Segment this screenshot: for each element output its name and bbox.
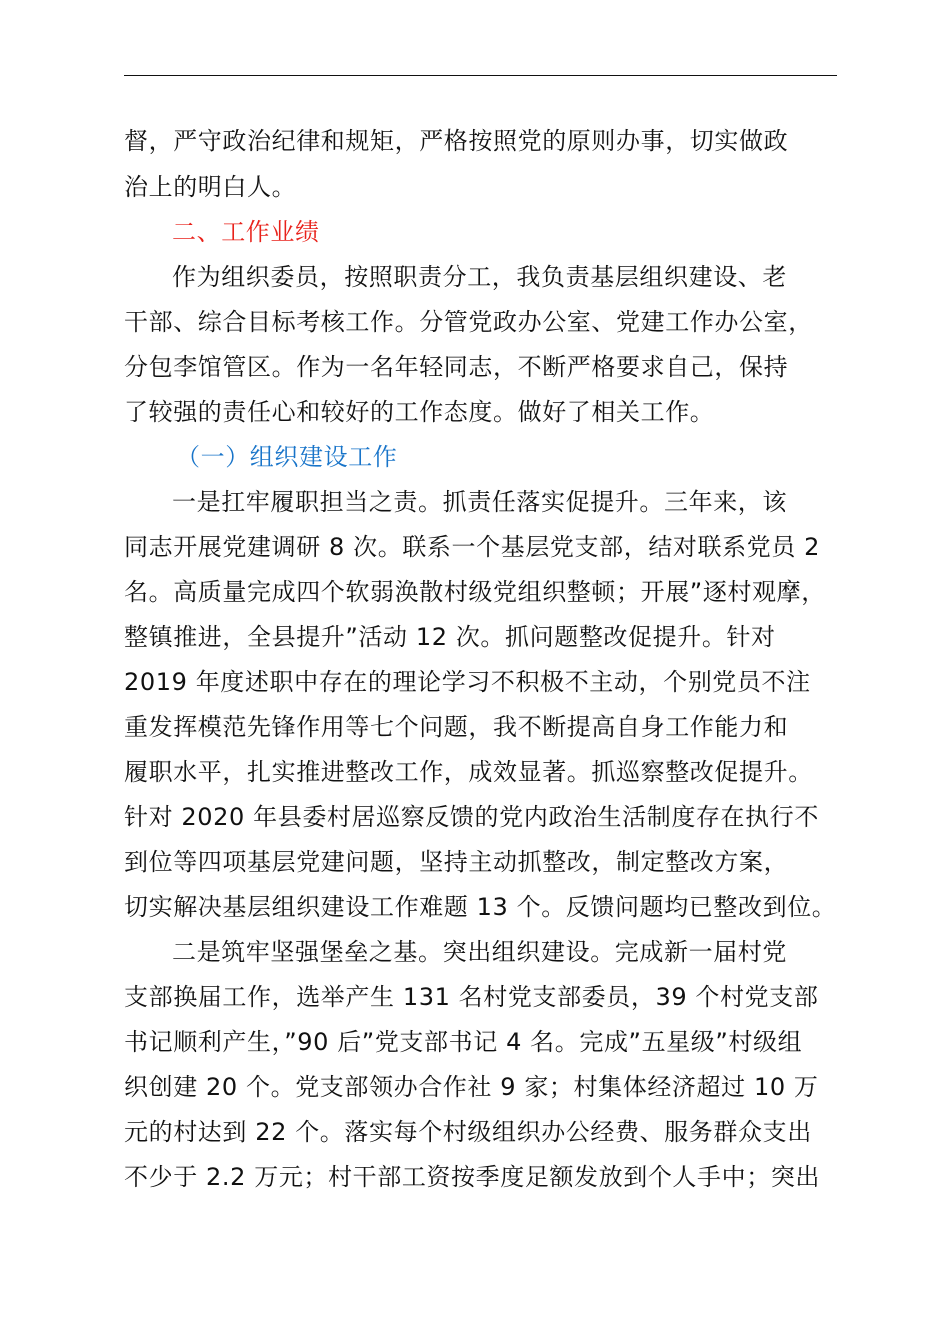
body-line: 到位等四项基层党建问题，坚持主动抓整改，制定整改方案， — [124, 848, 789, 876]
section-heading: 二、工作业绩 — [172, 218, 320, 246]
paragraph-first-line: 二是筑牢坚强堡垒之基。突出组织建设。完成新一届村党 — [172, 938, 787, 966]
body-line: 重发挥模范先锋作用等七个问题，我不断提高自身工作能力和 — [124, 713, 789, 741]
body-line: 书记顺利产生，”90 后”党支部书记 4 名。完成”五星级”村级组 — [124, 1028, 803, 1056]
body-line: 治上的明白人。 — [124, 173, 297, 201]
body-line: 同志开展党建调研 8 次。联系一个基层党支部，结对联系党员 2 — [124, 533, 821, 561]
body-line: 2019 年度述职中存在的理论学习不积极不主动，个别党员不注 — [124, 668, 811, 696]
body-line: 履职水平，扎实推进整改工作，成效显著。抓巡察整改促提升。 — [124, 758, 813, 786]
body-line: 元的村达到 22 个。落实每个村级组织办公经费、服务群众支出 — [124, 1118, 812, 1146]
body-line: 切实解决基层组织建设工作难题 13 个。反馈问题均已整改到位。 — [124, 893, 837, 921]
body-line: 名。高质量完成四个软弱涣散村级党组织整顿；开展”逐村观摩， — [124, 578, 826, 606]
subsection-heading: （一）组织建设工作 — [176, 443, 398, 471]
body-line: 织创建 20 个。党支部领办合作社 9 家；村集体经济超过 10 万 — [124, 1073, 819, 1101]
body-line: 不少于 2.2 万元；村干部工资按季度足额发放到个人手中；突出 — [124, 1163, 821, 1191]
paragraph-first-line: 作为组织委员，按照职责分工，我负责基层组织建设、老 — [172, 263, 787, 291]
paragraph-first-line: 一是扛牢履职担当之责。抓责任落实促提升。三年来，该 — [172, 488, 787, 516]
body-line: 督，严守政治纪律和规矩，严格按照党的原则办事，切实做政 — [124, 127, 789, 155]
body-line: 整镇推进，全县提升”活动 12 次。抓问题整改促提升。针对 — [124, 623, 776, 651]
body-line: 分包李馆管区。作为一名年轻同志，不断严格要求自己，保持 — [124, 353, 789, 381]
body-line: 针对 2020 年县委村居巡察反馈的党内政治生活制度存在执行不 — [124, 803, 819, 831]
body-line: 了较强的责任心和较好的工作态度。做好了相关工作。 — [124, 398, 715, 426]
body-line: 支部换届工作，选举产生 131 名村党支部委员，39 个村党支部 — [124, 983, 819, 1011]
body-line: 干部、综合目标考核工作。分管党政办公室、党建工作办公室， — [124, 308, 813, 336]
header-rule — [124, 75, 837, 76]
